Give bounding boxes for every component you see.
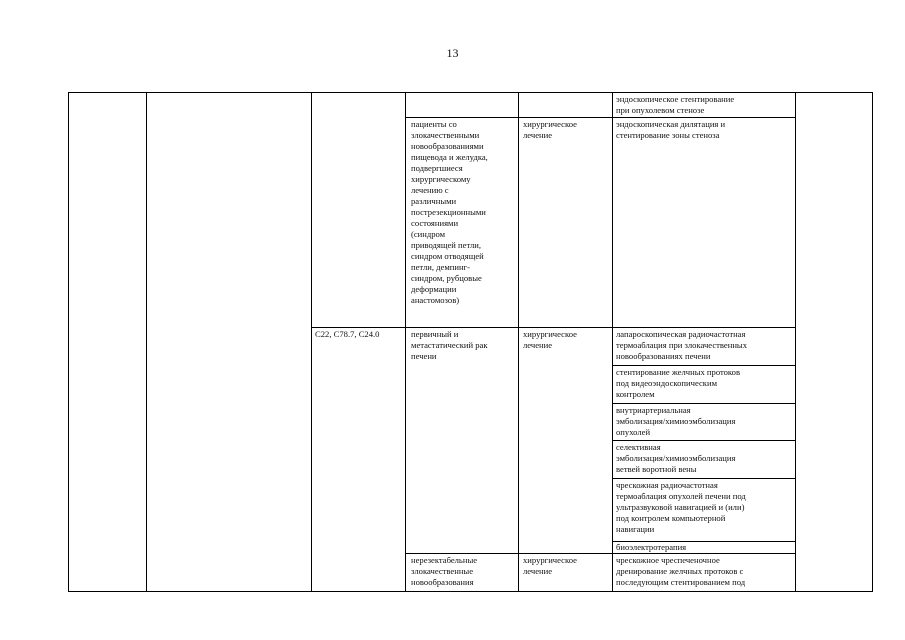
method-cell: чрескожное чреспеченочное дренирование желчных протоков с последующим стентированием под xyxy=(616,555,746,587)
column-divider xyxy=(612,92,613,592)
page-number: 13 xyxy=(446,46,459,60)
method-cell: биоэлектротерапия xyxy=(616,542,687,552)
diagnosis-codes-cell: C22, C78.7, C24.0 xyxy=(315,329,380,339)
row-separator xyxy=(405,553,796,554)
method-cell: чрескожная радиочастотная термоаблация опухолей печени под ультразвуковой навигацией и (или) под контролем компьютерной навигации xyxy=(616,480,746,534)
method-separator xyxy=(612,403,796,404)
column-divider xyxy=(311,92,312,592)
column-divider xyxy=(146,92,147,592)
table-border-bottom xyxy=(68,591,873,592)
treatment-cell: хирургическое лечение xyxy=(523,119,577,140)
table-border-top xyxy=(68,92,873,93)
patient-cell: первичный и метастатический рак печени xyxy=(411,329,488,361)
method-separator xyxy=(612,365,796,366)
column-divider xyxy=(405,92,406,592)
treatment-cell: хирургическое лечение xyxy=(523,329,577,350)
patient-cell: пациенты со злокачественными новообразованиями пищевода и желудка, подвергшиеся хирургическому лечению с различными пострезекционными состояниями (синдром приводящей петли, синдром отводящей петли, демпинг- синдром, рубцовые деформации анастомозов) xyxy=(411,119,488,305)
treatment-cell: хирургическое лечение xyxy=(523,555,577,576)
method-cell: селективная эмболизация/химиоэмболизация ветвей воротной вены xyxy=(616,442,736,474)
method-cell: лапароскопическая радиочастотная термоаблация при злокачественных новообразованиях печени xyxy=(616,329,747,361)
patient-cell: нерезектабельные злокачественные новообразования xyxy=(411,555,478,587)
table-border-right xyxy=(872,92,873,592)
method-cell: внутриартериальная эмболизация/химиоэмболизация опухолей xyxy=(616,405,736,437)
method-cell: стентирование желчных протоков под видеоэндоскопическим контролем xyxy=(616,367,741,399)
method-separator xyxy=(612,440,796,441)
column-divider xyxy=(795,92,796,592)
row-separator xyxy=(311,327,796,328)
method-separator xyxy=(612,478,796,479)
method-cell: эндоскопическая дилятация и стентирование зоны стеноза xyxy=(616,119,726,140)
table-border-left xyxy=(68,92,69,592)
method-cell: эндоскопическое стентирование при опухолевом стенозе xyxy=(616,94,735,115)
column-divider xyxy=(518,92,519,592)
row-separator xyxy=(405,117,796,118)
